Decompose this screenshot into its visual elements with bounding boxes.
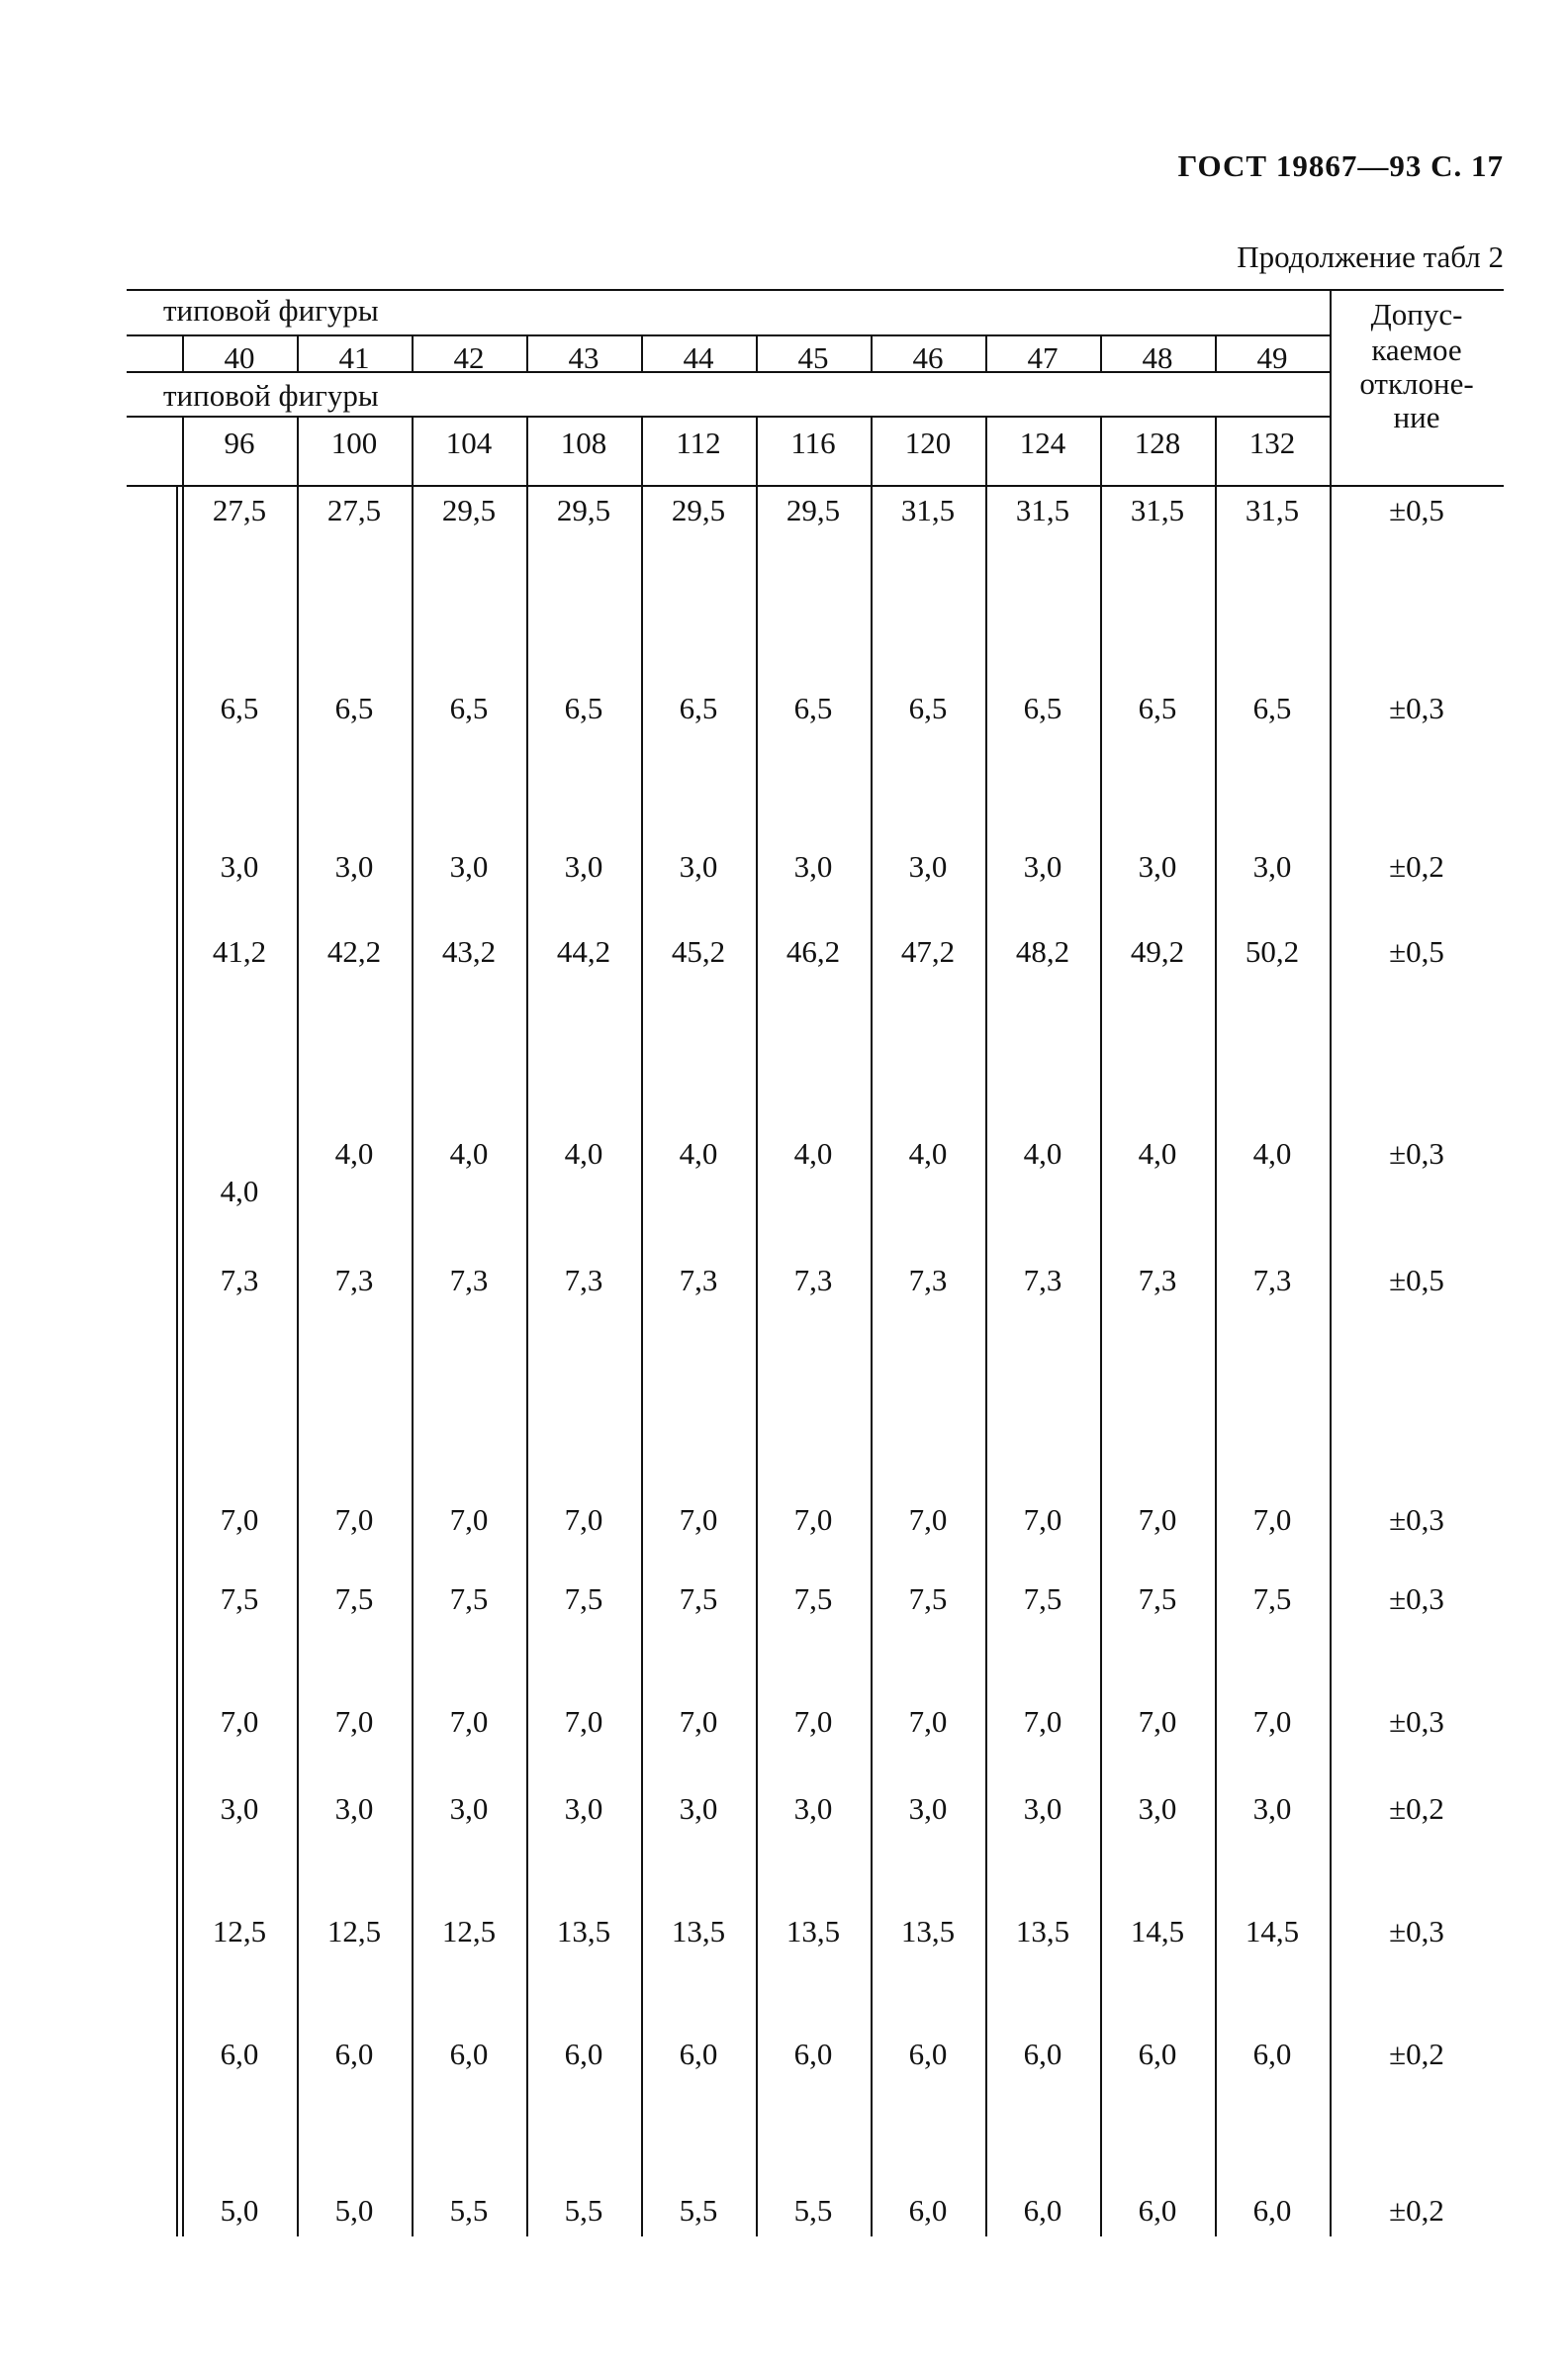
table-cell: 6,0 bbox=[1138, 2193, 1177, 2228]
column-rule bbox=[756, 485, 758, 2236]
table-cell: 4,0 bbox=[334, 1136, 374, 1171]
table-cell: 45,2 bbox=[671, 934, 726, 969]
table-cell: 7,0 bbox=[334, 1704, 374, 1739]
table-cell: 12,5 bbox=[326, 1914, 382, 1948]
figure-number-cell: 96 bbox=[224, 426, 255, 460]
table-cell: 5,5 bbox=[679, 2193, 718, 2228]
table-cell: 12,5 bbox=[212, 1914, 267, 1948]
table-cell: 13,5 bbox=[900, 1914, 956, 1948]
table-cell: 41,2 bbox=[212, 934, 267, 969]
table-cell: 3,0 bbox=[1138, 849, 1177, 884]
figure-number-cell: 104 bbox=[445, 426, 493, 460]
table-cell: 27,5 bbox=[326, 493, 382, 527]
table-cell: 7,3 bbox=[1252, 1263, 1292, 1297]
table-cell: 7,3 bbox=[1023, 1263, 1062, 1297]
header-label-row2: типовой фигуры bbox=[163, 378, 379, 413]
figure-number-cell: 120 bbox=[904, 426, 952, 460]
table-cell: 27,5 bbox=[212, 493, 267, 527]
figure-number-cell: 116 bbox=[790, 426, 836, 460]
figure-number-cell: 49 bbox=[1256, 340, 1288, 375]
column-rule bbox=[412, 485, 414, 2236]
table-cell: 7,5 bbox=[679, 1581, 718, 1616]
table-cell: 5,5 bbox=[564, 2193, 603, 2228]
tolerance-header-line: каемое bbox=[1371, 333, 1462, 367]
table-cell: 29,5 bbox=[556, 493, 611, 527]
figure-number-cell: 41 bbox=[338, 340, 370, 375]
column-rule bbox=[641, 485, 643, 2236]
table-cell: 6,5 bbox=[334, 691, 374, 725]
header-rule-3 bbox=[127, 416, 1330, 418]
tolerance-cell: ±0,3 bbox=[1389, 1502, 1444, 1537]
table-cell: 42,2 bbox=[326, 934, 382, 969]
figure-number-cell: 48 bbox=[1142, 340, 1173, 375]
header-label-row1: типовой фигуры bbox=[163, 293, 379, 328]
header-rule-1 bbox=[127, 334, 1330, 336]
table-cell: 4,0 bbox=[1252, 1136, 1292, 1171]
figure-number-cell: 132 bbox=[1248, 426, 1296, 460]
table-cell: 6,5 bbox=[564, 691, 603, 725]
table-cell: 4,0 bbox=[220, 1174, 259, 1208]
table-cell: 7,0 bbox=[1023, 1502, 1062, 1537]
table-cell: 7,3 bbox=[1138, 1263, 1177, 1297]
table-cell: 7,3 bbox=[564, 1263, 603, 1297]
table-top-rule bbox=[127, 289, 1504, 291]
table-cell: 3,0 bbox=[1023, 1791, 1062, 1826]
table-cell: 7,0 bbox=[908, 1502, 948, 1537]
table-cell: 7,0 bbox=[1138, 1704, 1177, 1739]
table-cell: 4,0 bbox=[1023, 1136, 1062, 1171]
table-cell: 6,0 bbox=[1023, 2037, 1062, 2071]
table-cell: 6,5 bbox=[679, 691, 718, 725]
tolerance-cell: ±0,2 bbox=[1389, 2037, 1444, 2071]
table-cell: 7,0 bbox=[679, 1502, 718, 1537]
table-cell: 3,0 bbox=[1252, 1791, 1292, 1826]
table-cell: 6,5 bbox=[220, 691, 259, 725]
column-rule bbox=[1330, 485, 1332, 2236]
table-cell: 46,2 bbox=[785, 934, 841, 969]
table-cell: 6,0 bbox=[1138, 2037, 1177, 2071]
table-cell: 44,2 bbox=[556, 934, 611, 969]
page-header: ГОСТ 19867—93 С. 17 bbox=[1177, 148, 1504, 183]
table-cell: 6,0 bbox=[793, 2037, 833, 2071]
table-cell: 7,3 bbox=[793, 1263, 833, 1297]
table-cell: 7,0 bbox=[908, 1704, 948, 1739]
figure-number-cell: 108 bbox=[560, 426, 607, 460]
table-left-rule bbox=[176, 485, 178, 2236]
table-cell: 3,0 bbox=[334, 849, 374, 884]
table-cell: 7,0 bbox=[1138, 1502, 1177, 1537]
table-cell: 50,2 bbox=[1245, 934, 1300, 969]
table-cell: 3,0 bbox=[220, 849, 259, 884]
table-cell: 6,5 bbox=[449, 691, 489, 725]
table-cell: 3,0 bbox=[908, 1791, 948, 1826]
figure-number-cell: 40 bbox=[224, 340, 255, 375]
table-cell: 3,0 bbox=[1138, 1791, 1177, 1826]
table-cell: 3,0 bbox=[220, 1791, 259, 1826]
table-cell: 5,0 bbox=[334, 2193, 374, 2228]
tolerance-cell: ±0,2 bbox=[1389, 2193, 1444, 2228]
table-cell: 7,3 bbox=[334, 1263, 374, 1297]
table-cell: 7,5 bbox=[1252, 1581, 1292, 1616]
table-cell: 6,5 bbox=[793, 691, 833, 725]
table-cell: 3,0 bbox=[449, 849, 489, 884]
table-cell: 4,0 bbox=[449, 1136, 489, 1171]
table-cell: 7,0 bbox=[334, 1502, 374, 1537]
tolerance-cell: ±0,3 bbox=[1389, 1704, 1444, 1739]
table-cell: 31,5 bbox=[1015, 493, 1070, 527]
column-rule bbox=[1100, 485, 1102, 2236]
table-cell: 7,3 bbox=[679, 1263, 718, 1297]
table-cell: 3,0 bbox=[564, 849, 603, 884]
header-bottom-rule bbox=[127, 485, 1504, 487]
table-cell: 6,5 bbox=[908, 691, 948, 725]
column-rule bbox=[526, 485, 528, 2236]
table-cell: 7,5 bbox=[564, 1581, 603, 1616]
figure-number-cell: 46 bbox=[912, 340, 944, 375]
tolerance-cell: ±0,2 bbox=[1389, 849, 1444, 884]
table-cell: 13,5 bbox=[785, 1914, 841, 1948]
tolerance-cell: ±0,5 bbox=[1389, 934, 1444, 969]
table-cell: 7,5 bbox=[1138, 1581, 1177, 1616]
table-cell: 6,0 bbox=[908, 2037, 948, 2071]
table-cell: 6,5 bbox=[1252, 691, 1292, 725]
table-cell: 7,0 bbox=[793, 1704, 833, 1739]
tolerance-cell: ±0,3 bbox=[1389, 1136, 1444, 1171]
table-cell: 12,5 bbox=[441, 1914, 497, 1948]
table-cell: 6,0 bbox=[908, 2193, 948, 2228]
table-cell: 7,0 bbox=[793, 1502, 833, 1537]
column-rule bbox=[985, 485, 987, 2236]
table-cell: 7,5 bbox=[793, 1581, 833, 1616]
figure-number-cell: 124 bbox=[1019, 426, 1066, 460]
tolerance-header-line: отклоне- bbox=[1359, 366, 1474, 401]
table-cell: 7,3 bbox=[220, 1263, 259, 1297]
tolerance-cell: ±0,3 bbox=[1389, 691, 1444, 725]
table-cell: 13,5 bbox=[1015, 1914, 1070, 1948]
table-cell: 3,0 bbox=[908, 849, 948, 884]
table-cell: 14,5 bbox=[1245, 1914, 1300, 1948]
table-cell: 6,0 bbox=[1252, 2037, 1292, 2071]
table-cell: 6,5 bbox=[1023, 691, 1062, 725]
table-cell: 6,0 bbox=[220, 2037, 259, 2071]
tolerance-header-line: Допус- bbox=[1370, 297, 1463, 332]
tolerance-header-line: ние bbox=[1393, 400, 1440, 434]
table-cell: 4,0 bbox=[679, 1136, 718, 1171]
table-cell: 7,0 bbox=[679, 1704, 718, 1739]
table-cell: 5,5 bbox=[793, 2193, 833, 2228]
table-cell: 4,0 bbox=[564, 1136, 603, 1171]
figure-number-cell: 112 bbox=[676, 426, 721, 460]
column-rule bbox=[182, 485, 184, 2236]
table-cell: 7,3 bbox=[908, 1263, 948, 1297]
column-rule bbox=[297, 485, 299, 2236]
table-cell: 7,0 bbox=[1252, 1704, 1292, 1739]
table-cell: 3,0 bbox=[679, 1791, 718, 1826]
tolerance-cell: ±0,3 bbox=[1389, 1914, 1444, 1948]
tolerance-cell: ±0,2 bbox=[1389, 1791, 1444, 1826]
table-cell: 3,0 bbox=[793, 1791, 833, 1826]
table-cell: 7,0 bbox=[1023, 1704, 1062, 1739]
table-cell: 13,5 bbox=[671, 1914, 726, 1948]
table-cell: 7,5 bbox=[449, 1581, 489, 1616]
table-cell: 3,0 bbox=[449, 1791, 489, 1826]
table-cell: 4,0 bbox=[793, 1136, 833, 1171]
table-cell: 13,5 bbox=[556, 1914, 611, 1948]
table-cell: 6,0 bbox=[334, 2037, 374, 2071]
table-cell: 6,5 bbox=[1138, 691, 1177, 725]
table-cell: 7,0 bbox=[1252, 1502, 1292, 1537]
table-cell: 7,5 bbox=[1023, 1581, 1062, 1616]
tolerance-cell: ±0,5 bbox=[1389, 493, 1444, 527]
table-cell: 7,0 bbox=[564, 1502, 603, 1537]
table-cell: 5,5 bbox=[449, 2193, 489, 2228]
table-cell: 48,2 bbox=[1015, 934, 1070, 969]
figure-number-cell: 47 bbox=[1027, 340, 1059, 375]
table-cell: 7,5 bbox=[220, 1581, 259, 1616]
table-cell: 7,5 bbox=[334, 1581, 374, 1616]
table-cell: 3,0 bbox=[1023, 849, 1062, 884]
column-rule bbox=[1215, 485, 1217, 2236]
table-cell: 6,0 bbox=[1023, 2193, 1062, 2228]
table-cell: 6,0 bbox=[449, 2037, 489, 2071]
table-cell: 31,5 bbox=[900, 493, 956, 527]
table-cell: 49,2 bbox=[1130, 934, 1185, 969]
table-cell: 6,0 bbox=[1252, 2193, 1292, 2228]
table-cell: 29,5 bbox=[671, 493, 726, 527]
table-caption: Продолжение табл 2 bbox=[1237, 239, 1504, 274]
table-cell: 7,0 bbox=[449, 1502, 489, 1537]
table-cell: 29,5 bbox=[785, 493, 841, 527]
table-cell: 3,0 bbox=[1252, 849, 1292, 884]
table-cell: 3,0 bbox=[679, 849, 718, 884]
table-cell: 7,0 bbox=[564, 1704, 603, 1739]
table-cell: 6,0 bbox=[679, 2037, 718, 2071]
figure-number-cell: 100 bbox=[330, 426, 378, 460]
table-cell: 4,0 bbox=[908, 1136, 948, 1171]
table-cell: 3,0 bbox=[334, 1791, 374, 1826]
table-cell: 31,5 bbox=[1130, 493, 1185, 527]
table-cell: 31,5 bbox=[1245, 493, 1300, 527]
column-rule bbox=[871, 485, 873, 2236]
tolerance-cell: ±0,5 bbox=[1389, 1263, 1444, 1297]
figure-number-cell: 128 bbox=[1134, 426, 1181, 460]
table-cell: 43,2 bbox=[441, 934, 497, 969]
table-cell: 7,0 bbox=[220, 1502, 259, 1537]
table-cell: 6,0 bbox=[564, 2037, 603, 2071]
table-cell: 7,3 bbox=[449, 1263, 489, 1297]
figure-number-cell: 42 bbox=[453, 340, 485, 375]
table-cell: 3,0 bbox=[793, 849, 833, 884]
table-cell: 7,0 bbox=[220, 1704, 259, 1739]
table-cell: 7,5 bbox=[908, 1581, 948, 1616]
table-cell: 14,5 bbox=[1130, 1914, 1185, 1948]
table-cell: 7,0 bbox=[449, 1704, 489, 1739]
table-cell: 3,0 bbox=[564, 1791, 603, 1826]
figure-number-cell: 45 bbox=[797, 340, 829, 375]
table-cell: 5,0 bbox=[220, 2193, 259, 2228]
table-cell: 47,2 bbox=[900, 934, 956, 969]
figure-number-cell: 43 bbox=[568, 340, 600, 375]
figure-number-cell: 44 bbox=[683, 340, 714, 375]
tolerance-cell: ±0,3 bbox=[1389, 1581, 1444, 1616]
table-cell: 29,5 bbox=[441, 493, 497, 527]
table-cell: 4,0 bbox=[1138, 1136, 1177, 1171]
